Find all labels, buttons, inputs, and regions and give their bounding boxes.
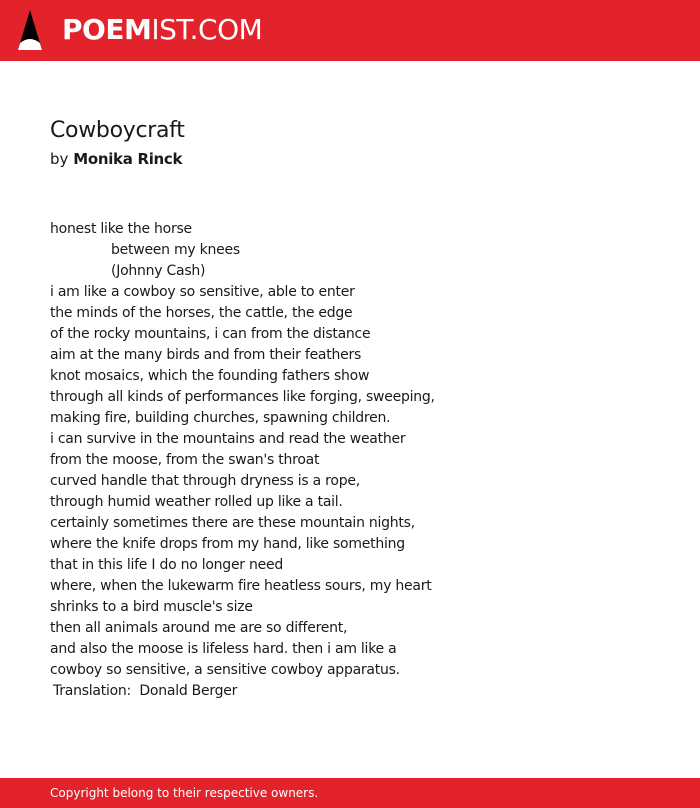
poem-line: shrinks to a bird muscle's size xyxy=(50,599,253,615)
logo-text-light: IST.COM xyxy=(151,13,263,46)
poem-line: certainly sometimes there are these mountain nights, xyxy=(50,515,415,531)
poem-line: i am like a cowboy so sensitive, able to enter xyxy=(50,284,355,300)
copyright-text: Copyright belong to their respective owners. xyxy=(50,786,319,800)
pencil-logo-icon xyxy=(18,10,42,50)
poem-line: of the rocky mountains, i can from the distance xyxy=(50,326,371,342)
logo-text-bold: POEM xyxy=(62,13,152,46)
poem-line: that in this life I do no longer need xyxy=(50,557,284,573)
poem-line: through all kinds of performances like forging, sweeping, xyxy=(50,389,435,405)
poem-line: the minds of the horses, the cattle, the edge xyxy=(50,305,353,321)
author-link[interactable]: Monika Rinck xyxy=(73,150,183,168)
poem-line: i can survive in the mountains and read the weather xyxy=(50,431,406,447)
poem-byline xyxy=(50,149,182,169)
poem-line: honest like the horse xyxy=(50,221,192,237)
poem-body xyxy=(50,219,435,702)
poem-line: knot mosaics, which the founding fathers show xyxy=(50,368,370,384)
poem-line: (Johnny Cash) xyxy=(111,263,206,279)
poem-line: then all animals around me are so different, xyxy=(50,620,348,636)
poem-line: curved handle that through dryness is a rope, xyxy=(50,473,360,489)
site-header xyxy=(0,0,700,61)
poem-line: cowboy so sensitive, a sensitive cowboy apparatus. xyxy=(50,662,400,678)
poem-line: between my knees xyxy=(111,242,240,258)
poem-line: from the moose, from the swan's throat xyxy=(50,452,320,468)
poem-line: aim at the many birds and from their feathers xyxy=(50,347,362,363)
translation-credit: Translation: Donald Berger xyxy=(53,683,238,699)
by-label: by xyxy=(50,150,69,168)
site-logo-link[interactable] xyxy=(18,10,262,50)
poem-line: where, when the lukewarm fire heatless sours, my heart xyxy=(50,578,432,594)
poem-line: making fire, building churches, spawning children. xyxy=(50,410,391,426)
site-footer xyxy=(0,778,700,808)
logo-text xyxy=(62,10,262,50)
poem-line: where the knife drops from my hand, like something xyxy=(50,536,405,552)
poem-title: Cowboycraft xyxy=(50,118,185,143)
poem-line: and also the moose is lifeless hard. then i am like a xyxy=(50,641,397,657)
poem-line: through humid weather rolled up like a tail. xyxy=(50,494,343,510)
